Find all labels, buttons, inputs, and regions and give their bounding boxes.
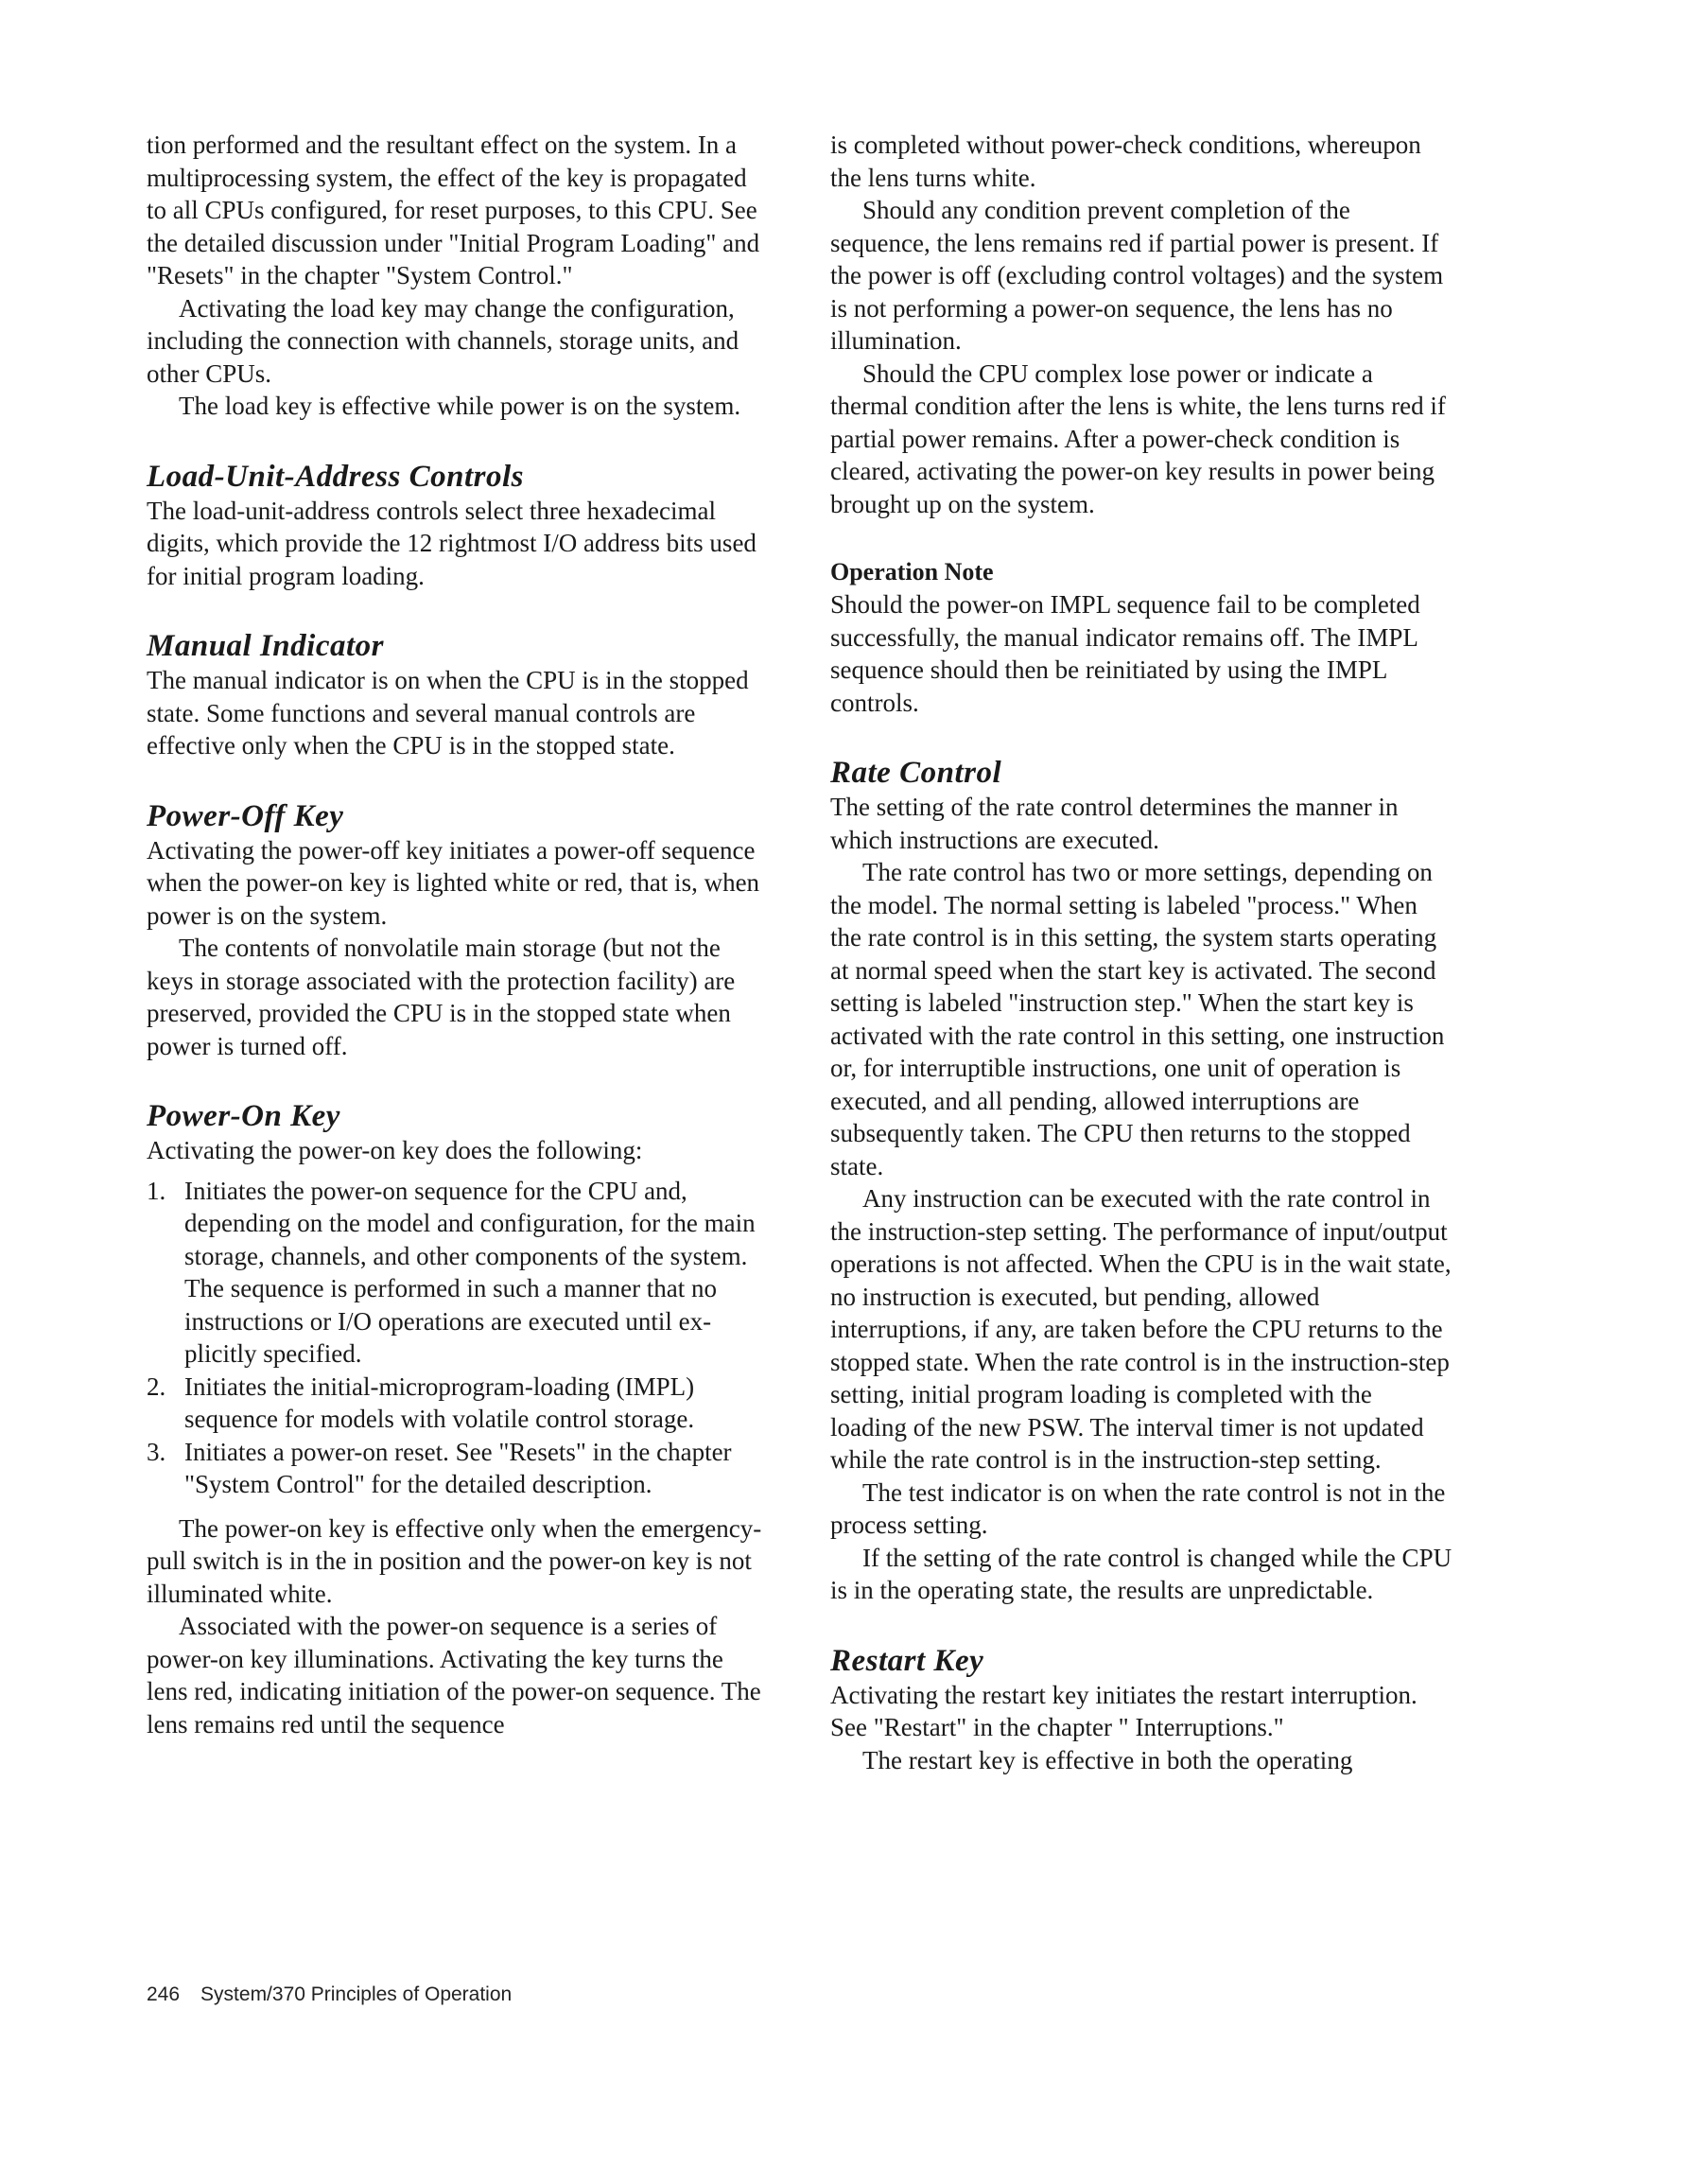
paragraph: tion performed and the resultant effect on the system. In a multiprocessing system, the effect of the key is propagated to all CPUs configured, for reset purposes, to this CPU. See the detailed discussion under "Initial Program Loading" and "Resets" in the chapter "System Control." (147, 131, 760, 289)
paragraph: The setting of the rate control determines the manner in which instructions are executed. (830, 793, 1399, 854)
section-heading-power-on-key: Power-On Key (147, 1099, 340, 1133)
list-item-text: Initiates a power-on reset. See "Resets" in the chapter "System Control" for the detailed description. (184, 1437, 732, 1498)
section-heading-restart-key: Restart Key (830, 1643, 984, 1678)
paragraph: The load-unit-address controls select three hexadecimal digits, which provide the 12 rightmost I/O address bits used for initial program loading. (147, 496, 757, 590)
list-item (147, 1371, 771, 1436)
section-heading-manual-indicator: Manual Indicator (147, 629, 384, 663)
paragraph: Associated with the power-on sequence is a series of power-on key illuminations. Activating the key turns the lens red, indicating initiation of the power-on sequence. The lens remains red until the sequence (147, 1612, 761, 1738)
paragraph: The restart key is effective in both the operating (862, 1745, 1353, 1774)
paragraph: The rate control has two or more settings, depending on the model. The normal setting is labeled "process." When the rate control is in this setting, the system starts operating at normal speed when the start key is activated. The second setting is labeled "instruction step." When the start key is activated with the rate control in this setting, one instruction or, for interruptible instructions, one unit of operation is executed, and all pending, allowed interruptions are subsequently taken. The CPU then returns to the stopped state. (830, 858, 1445, 1180)
list-number: 1. (147, 1176, 166, 1205)
paragraph: Activating the load key may change the configuration, including the connection with channels, storage units, and other CPUs. (147, 293, 739, 388)
paragraph: If the setting of the rate control is changed while the CPU is in the operating state, the results are unpredictable. (830, 1543, 1452, 1604)
right-column (830, 129, 1454, 1776)
list-number: 2. (147, 1372, 166, 1401)
list-item-text: Initiates the initial-microprogram-loading (IMPL) sequence for models with volatile control storage. (184, 1372, 695, 1433)
paragraph: Any instruction can be executed with the rate control in the instruction-step setting. The performance of input/output operations is not affected. When the CPU is in the wait state, no instruction is executed, but pending, allowed interruptions, if any, are taken before the CPU returns to the stopped state. When the rate control is in the instruction-step setting, initial program loading is completed with the loading of the new PSW. The interval timer is not updated while the rate control is in the instruction-step setting. (830, 1184, 1452, 1474)
paragraph: Activating the restart key initiates the restart interruption. See "Restart" in the chapter " Interruptions." (830, 1680, 1417, 1741)
paragraph: Should the CPU complex lose power or indicate a thermal condition after the lens is white, the lens turns red if partial power remains. After a power-check condition is cleared, activating the power-on key results in power being brought up on the system. (830, 358, 1446, 518)
paragraph: Should any condition prevent completion of the sequence, the lens remains red if partial power is present. If the power is off (excluding control voltages) and the system is not performing a power-on sequence, the lens has no illumination. (830, 196, 1444, 355)
subheading-operation-note: Operation Note (830, 558, 994, 585)
paragraph: The manual indicator is on when the CPU is in the stopped state. Some functions and several manual controls are effective only when the CPU is in the stopped state. (147, 666, 749, 760)
page-footer (147, 1983, 512, 2006)
paragraph: The contents of nonvolatile main storage (but not the keys in storage associated with the protection facility) are preserved, provided the CPU is in the stopped state when power is turned off. (147, 934, 736, 1060)
section-heading-power-off-key: Power-Off Key (147, 798, 344, 833)
list-item (147, 1175, 771, 1371)
paragraph: Should the power-on IMPL sequence fail to be completed successfully, the manual indicator remains off. The IMPL sequence should then be reinitiated by using the IMPL controls. (830, 590, 1420, 717)
footer-title: System/370 Principles of Operation (200, 1983, 513, 2005)
section-heading-load-unit-address: Load-Unit-Address Controls (147, 459, 524, 494)
numbered-list (147, 1175, 771, 1501)
page-number: 246 (147, 1983, 181, 2005)
paragraph: The power-on key is effective only when the emergency-pull switch is in the in position and the power-on key is not illuminated white. (147, 1513, 762, 1608)
paragraph: Activating the power-on key does the following: (147, 1136, 643, 1164)
list-number: 3. (147, 1437, 166, 1466)
paragraph: The load key is effective while power is on the system. (179, 392, 741, 420)
section-heading-rate-control: Rate Control (830, 756, 1002, 790)
list-item (147, 1436, 771, 1501)
list-item-text: Initiates the power-on sequence for the CPU and, depending on the model and configuration, for the main storage, channels, and other components of the system. The sequence is performed in such a manner that no instructions or I/O operations are executed until explicitly specified. (184, 1176, 756, 1368)
paragraph: The test indicator is on when the rate control is not in the process setting. (830, 1477, 1446, 1539)
left-column (147, 129, 771, 1740)
paragraph: Activating the power-off key initiates a power-off sequence when the power-on key is lighted white or red, that is, when power is on the system. (147, 835, 760, 930)
paragraph: is completed without power-check conditions, whereupon the lens turns white. (830, 131, 1421, 192)
